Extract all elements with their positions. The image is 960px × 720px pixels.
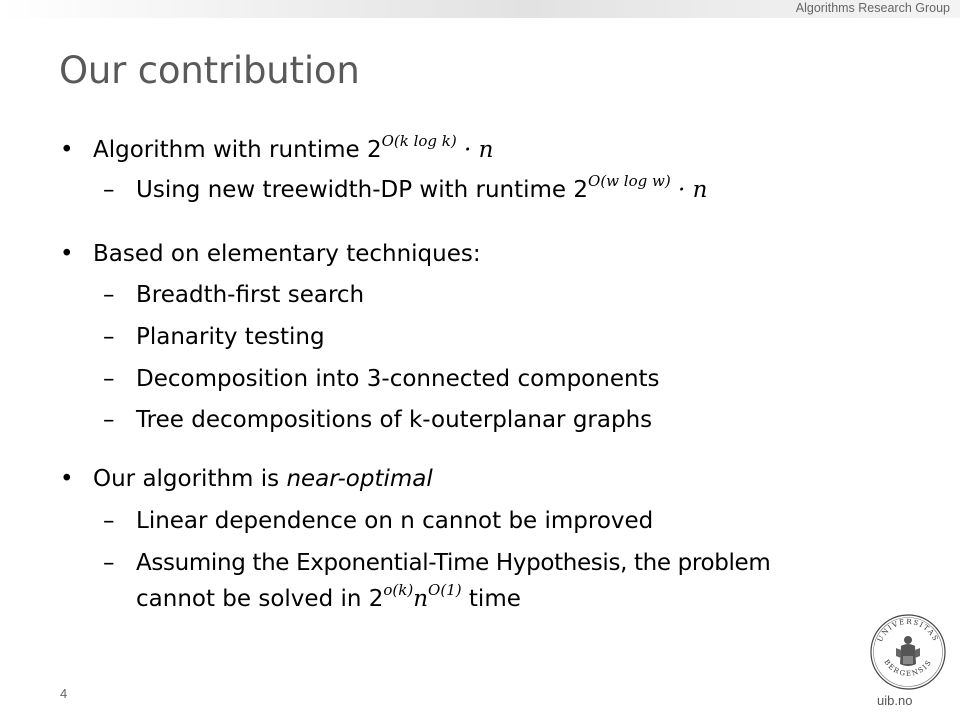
- research-group-label: Algorithms Research Group: [795, 1, 950, 15]
- dash: –: [103, 282, 115, 308]
- list-item: Breadth-first search: [136, 282, 365, 308]
- list-item: Planarity testing: [136, 324, 325, 350]
- dash: –: [103, 366, 115, 392]
- svg-text:BERGENSIS: BERGENSIS: [882, 658, 934, 678]
- slide-title: Our contribution: [59, 49, 360, 92]
- list-item: Linear dependence on n cannot be improved: [136, 508, 654, 534]
- university-seal-logo: [868, 612, 948, 692]
- list-item: Tree decompositions of k-outerplanar graphs: [136, 407, 653, 433]
- dash: –: [103, 508, 115, 534]
- list-item: Algorithm with runtime $2^{O(k log k)} \cdot n$: [93, 132, 494, 163]
- list-item: Our algorithm is near-optimal: [93, 466, 433, 492]
- dash: –: [103, 407, 115, 433]
- list-item: Decomposition into 3-connected components: [136, 366, 660, 392]
- dash: –: [103, 324, 115, 350]
- page-number: 4: [60, 686, 68, 701]
- list-item-continuation: cannot be solved in $2^{o(k)}n^{O(1)}$ time: [136, 581, 521, 612]
- dash: –: [103, 550, 115, 576]
- footer-url: uib.no: [877, 693, 913, 708]
- header-bar: [0, 0, 960, 18]
- bullet: •: [60, 241, 74, 267]
- svg-text:UNIVERSITAS: UNIVERSITAS: [876, 617, 940, 644]
- list-item: Assuming the Exponential-Time Hypothesis, the problem: [136, 550, 771, 576]
- bullet: •: [60, 137, 74, 163]
- list-item: Using new treewidth-DP with runtime $2^{O(w log w)} \cdot n$: [136, 172, 708, 203]
- list-item: Based on elementary techniques:: [93, 241, 481, 267]
- bullet: •: [60, 466, 74, 492]
- dash: –: [103, 177, 115, 203]
